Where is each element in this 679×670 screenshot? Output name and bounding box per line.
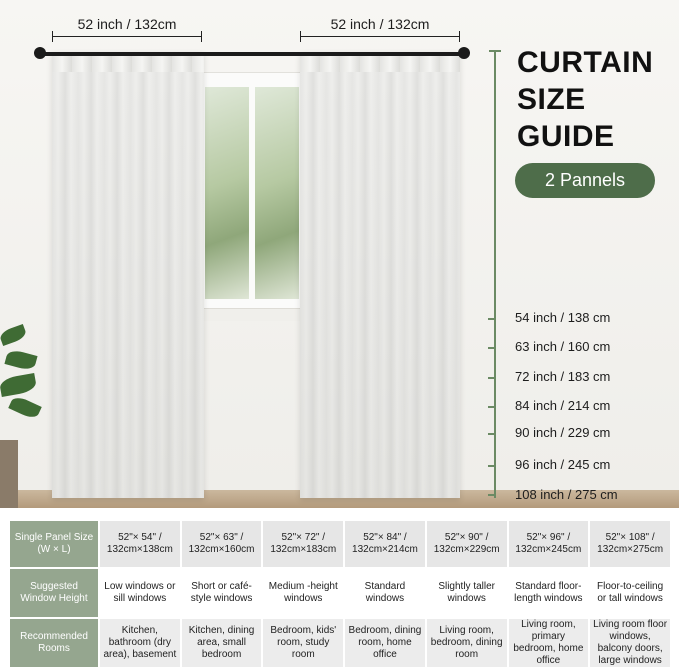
- size-cell: 52"× 108" / 132cm×275cm: [590, 521, 670, 567]
- left-width-dimension: [52, 36, 202, 37]
- right-curtain-panel: [300, 52, 460, 498]
- size-table: [8, 519, 672, 669]
- panels-badge: 2 Pannels: [515, 163, 655, 198]
- length-label: 63 inch / 160 cm: [515, 339, 611, 354]
- length-label: 90 inch / 229 cm: [515, 425, 611, 440]
- table-row: [10, 521, 670, 567]
- height-cell: Low windows or sill windows: [100, 569, 180, 617]
- row-header-size: Single Panel Size (W × L): [10, 521, 98, 567]
- height-cell: Medium -height windows: [263, 569, 343, 617]
- length-tick: [488, 377, 496, 379]
- window: [198, 72, 304, 320]
- right-width-label: 52 inch / 132cm: [330, 16, 430, 32]
- rod-finial-right: [458, 47, 470, 59]
- height-cell: Slightly taller windows: [427, 569, 507, 617]
- height-cell: Short or café-style windows: [182, 569, 262, 617]
- rooms-cell: Living room, primary bedroom, home office: [509, 619, 589, 667]
- length-tick: [488, 494, 496, 496]
- rooms-cell: Kitchen, dining area, small bedroom: [182, 619, 262, 667]
- rod-finial-left: [34, 47, 46, 59]
- window-sill: [196, 308, 306, 321]
- plant-pot: [0, 440, 18, 508]
- length-label: 108 inch / 275 cm: [515, 487, 618, 502]
- height-cell: Standard floor-length windows: [509, 569, 589, 617]
- table-row: [10, 569, 670, 617]
- length-label: 54 inch / 138 cm: [515, 310, 611, 325]
- length-tick: [488, 347, 496, 349]
- row-header-window-height: Suggested Window Height: [10, 569, 98, 617]
- length-label: 96 inch / 245 cm: [515, 457, 611, 472]
- rooms-cell: Bedroom, kids' room, study room: [263, 619, 343, 667]
- title-line: CURTAIN: [517, 46, 654, 79]
- height-cell: Floor-to-ceiling or tall windows: [590, 569, 670, 617]
- size-cell: 52"× 84" / 132cm×214cm: [345, 521, 425, 567]
- length-tick: [488, 406, 496, 408]
- length-label: 72 inch / 183 cm: [515, 369, 611, 384]
- rooms-cell: Bedroom, dining room, home office: [345, 619, 425, 667]
- size-cell: 52"× 63" / 132cm×160cm: [182, 521, 262, 567]
- title-line: GUIDE: [517, 120, 615, 153]
- rooms-cell: Living room, bedroom, dining room: [427, 619, 507, 667]
- left-curtain-panel: [52, 52, 204, 498]
- rooms-cell: Kitchen, bathroom (dry area), basement: [100, 619, 180, 667]
- window-pane: [255, 87, 299, 299]
- guide-title: [517, 44, 653, 155]
- rooms-cell: Living room floor windows, balcony doors, large windows: [590, 619, 670, 667]
- length-scale: [494, 50, 496, 498]
- size-cell: 52"× 90" / 132cm×229cm: [427, 521, 507, 567]
- length-tick: [488, 465, 496, 467]
- curtain-rod: [38, 52, 466, 56]
- length-tick: [488, 433, 496, 435]
- title-line: SIZE: [517, 83, 586, 116]
- size-cell: 52"× 72" / 132cm×183cm: [263, 521, 343, 567]
- length-tick: [488, 318, 496, 320]
- right-width-dimension: [300, 36, 460, 37]
- length-label: 84 inch / 214 cm: [515, 398, 611, 413]
- window-pane: [205, 87, 249, 299]
- size-cell: 52"× 54" / 132cm×138cm: [100, 521, 180, 567]
- height-cell: Standard windows: [345, 569, 425, 617]
- table-row: [10, 619, 670, 667]
- size-cell: 52"× 96" / 132cm×245cm: [509, 521, 589, 567]
- row-header-rooms: Recommended Rooms: [10, 619, 98, 667]
- left-width-label: 52 inch / 132cm: [77, 16, 177, 32]
